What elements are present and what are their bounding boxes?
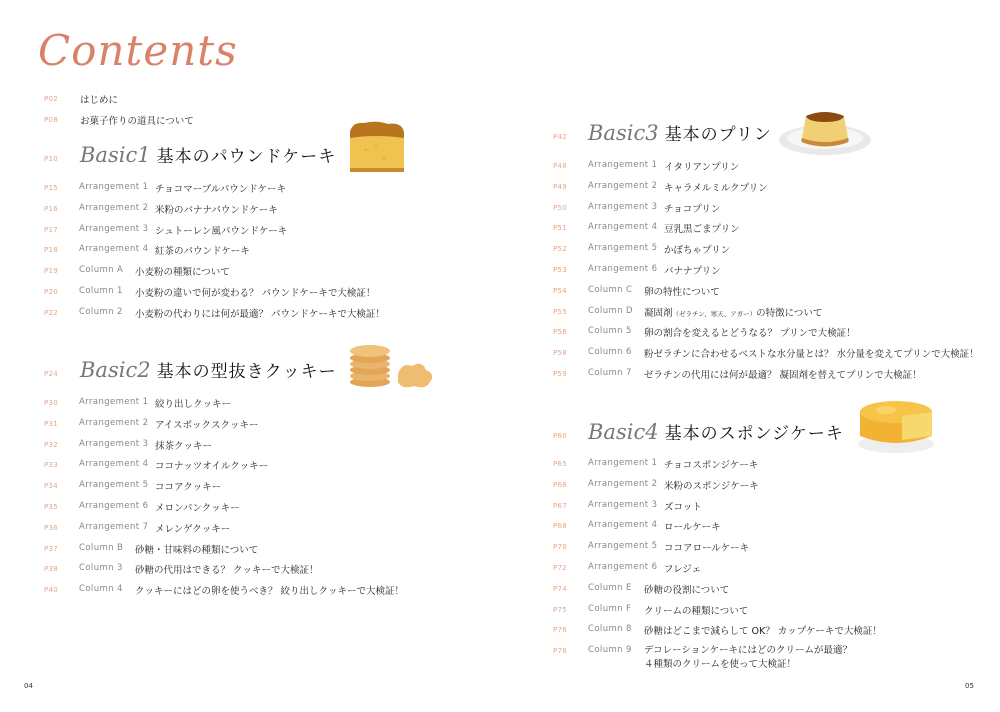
entry-text (664, 499, 702, 513)
entry-text-main: メロンパンクッキー (155, 503, 240, 514)
section-page-number: P24 (44, 370, 59, 378)
entry-text (135, 306, 385, 320)
entry-text-main: 砂糖・甘味料の種類について (135, 544, 259, 556)
entry-label: Arrangement 2 (79, 417, 149, 428)
entry-label: Column 2 (79, 306, 123, 317)
folio-left: 04 (24, 682, 33, 690)
entry-label: Column F (588, 603, 632, 614)
entry-text (664, 478, 759, 492)
entry-text-main: ゼラチンの代用には何が最適？ 凝固剤を替えてプリンで大検証！ (644, 370, 922, 381)
basic-label: Basic1 (80, 143, 151, 167)
section-header-basic1[interactable] (80, 142, 336, 167)
entry-text-main: かぼちゃプリン (664, 245, 731, 257)
entry-text-main: 小麦粉の代わりには何が最適？ パウンドケーキで大検証！ (135, 308, 385, 320)
entry-text (135, 542, 258, 556)
entry-label: Arrangement 3 (79, 223, 149, 234)
page-number: P33 (44, 461, 59, 470)
entry-label: Column 7 (588, 368, 632, 378)
basic-label: Basic2 (80, 358, 151, 382)
page-number: P76 (553, 626, 568, 635)
entry-text-main: クリームの種類について (644, 605, 749, 617)
section-title: 基本のパウンドケーキ (156, 147, 337, 167)
entry-text-main: 紅茶のパウンドケーキ (155, 246, 250, 258)
entry-label: Arrangement 3 (588, 201, 658, 212)
entry-text-main: キャラメルミルクプリン (664, 182, 768, 194)
entry-text-main: 砂糖の代用はできる？ クッキーで大検証！ (135, 565, 319, 577)
entry-text (155, 438, 212, 452)
entry-text-main: 小麦粉の種類について (135, 267, 230, 279)
entry-label: Arrangement 1 (79, 397, 149, 407)
entry-text (644, 623, 882, 637)
entry-text-main: ロールケーキ (664, 522, 721, 534)
entry-text-line2: ４種類のクリームを使って大検証！ (644, 659, 797, 671)
entry-text-main: シュトーレン風パウンドケーキ (155, 225, 288, 237)
contents-title: Contents (38, 26, 238, 75)
entry-label: Column 4 (79, 584, 123, 595)
page-number: P53 (553, 266, 568, 274)
entry-text-main: チョコスポンジケーキ (664, 460, 759, 471)
sponge-cake-illustration (854, 394, 938, 454)
entry-text (664, 263, 721, 277)
pound-cake-illustration (346, 118, 408, 176)
entry-text-main: チョコプリン (664, 203, 721, 215)
page-number: P48 (553, 162, 568, 170)
page-number: P16 (44, 204, 59, 213)
entry-label: Column 6 (588, 347, 632, 358)
entry-text (664, 201, 720, 215)
entry-text (664, 221, 740, 235)
entry-label: Column C (588, 284, 633, 295)
entry-text (664, 242, 730, 256)
page-number: P32 (44, 440, 59, 449)
page-number: P59 (553, 370, 568, 378)
entry-label: Column 5 (588, 326, 632, 337)
entry-text-main: フレジェ (664, 564, 702, 575)
entry-label: Arrangement 1 (79, 182, 149, 192)
entry-label: Arrangement 6 (588, 264, 658, 274)
page-number: P55 (553, 307, 568, 316)
page-number: P67 (553, 501, 568, 510)
entry-text (664, 519, 721, 533)
entry-label: Arrangement 2 (588, 478, 658, 489)
entry-text-main: デコレーションケーキにはどのクリームが最適？ (644, 645, 853, 657)
page-number: P35 (44, 503, 59, 511)
entry-label: Column E (588, 582, 632, 593)
page-number: P31 (44, 419, 59, 428)
entry-label: Column A (79, 265, 124, 276)
page-number: P50 (553, 203, 568, 212)
section-header-basic4[interactable] (588, 419, 844, 444)
page-number: P49 (553, 182, 568, 191)
entry-text-main: アイスボックスクッキー (155, 419, 259, 431)
entry-label: Column 8 (588, 624, 632, 635)
page-number: P08 (44, 116, 59, 124)
entry-label: Arrangement 5 (588, 541, 658, 552)
entry-label: Arrangement 7 (79, 521, 149, 532)
entry-text-main: 米粉のスポンジケーキ (664, 480, 759, 492)
folio-right: 05 (965, 682, 974, 690)
entry-text (644, 367, 922, 381)
entry-label: Arrangement 6 (79, 501, 149, 511)
entry-label: Arrangement 3 (79, 438, 149, 449)
entry-label: Arrangement 1 (588, 458, 658, 468)
page-number: P36 (44, 523, 59, 532)
entry-text (644, 644, 852, 672)
entry-text (644, 305, 822, 319)
entry-text-main: ココナッツオイルクッキー (155, 461, 269, 473)
entry-label: Arrangement 5 (588, 243, 658, 254)
page-number: P70 (553, 543, 568, 552)
page-number: P56 (553, 328, 568, 337)
entry-text-main: ズコット (664, 501, 702, 513)
page-number: P72 (553, 564, 568, 572)
entry-text (644, 603, 748, 617)
entry-label: Column 1 (79, 286, 123, 296)
entry-text-main: 砂糖の役割について (644, 584, 730, 596)
page-number: P38 (44, 565, 59, 574)
entry-text (644, 582, 729, 596)
section-page-number: P10 (44, 155, 59, 163)
entry-text (155, 243, 250, 257)
entry-text (155, 417, 258, 431)
page-number: P02 (44, 95, 59, 103)
entry-text-main: 小麦粉の違いで何が変わる？ パウンドケーキで大検証！ (135, 288, 376, 299)
entry-text (664, 457, 758, 471)
section-header-basic3[interactable] (588, 120, 772, 145)
entry-text-main: クッキーにはどの卵を使うべき？ 絞り出しクッキーで大検証！ (135, 586, 405, 598)
section-header-basic2[interactable] (80, 357, 337, 382)
page-number: P65 (553, 460, 568, 468)
entry-text-main: 米粉のバナナパウンドケーキ (155, 204, 278, 216)
entry-label: Arrangement 4 (79, 459, 149, 470)
entry-text (135, 264, 230, 278)
page-number: P51 (553, 224, 568, 233)
entry-text-main: ココアクッキー (155, 482, 222, 494)
entry-text (664, 540, 749, 554)
page-number: P37 (44, 544, 59, 553)
entry-label: Arrangement 1 (588, 160, 658, 170)
entry-text-main: 絞り出しクッキー (155, 399, 232, 410)
entry-text-main: チョコマーブルパウンドケーキ (155, 184, 287, 195)
entry-text (135, 285, 375, 299)
section-page-number: P42 (553, 133, 568, 141)
entry-label: Column 9 (588, 645, 632, 656)
section-title: 基本の型抜きクッキー (156, 362, 337, 382)
entry-label: Arrangement 6 (588, 562, 658, 572)
entry-text (135, 583, 404, 597)
entry-text: お菓子作りの道具について (80, 116, 194, 127)
entry-text-main: バナナプリン (664, 266, 721, 277)
page-number: P19 (44, 267, 59, 276)
section-title: 基本のスポンジケーキ (664, 424, 844, 444)
entry-text (664, 159, 739, 173)
entry-label: Column B (79, 542, 124, 553)
page-number: P15 (44, 184, 59, 192)
entry-text (644, 346, 979, 360)
entry-text-main: 卵の割合を変えるとどうなる？ プリンで大検証！ (644, 328, 856, 340)
entry-text-main: 卵の特性について (644, 286, 720, 298)
entry-text (644, 325, 856, 339)
entry-text-main: メレンゲクッキー (155, 523, 231, 535)
entry-text-main: イタリアンプリン (664, 162, 740, 173)
page-number: P22 (44, 308, 59, 317)
page-number: P20 (44, 288, 59, 296)
entry-text-main: 凝固剤 (644, 307, 673, 319)
entry-label: Arrangement 4 (588, 520, 658, 531)
entry-text (155, 458, 268, 472)
entry-label: Arrangement 3 (588, 499, 658, 510)
page-number: P58 (553, 349, 568, 358)
entry-text (664, 561, 701, 575)
entry-text (155, 396, 231, 410)
entry-text-main: 抹茶クッキー (155, 440, 213, 452)
basic-label: Basic4 (588, 420, 659, 444)
entry-text (664, 180, 768, 194)
page-number: P66 (553, 480, 568, 489)
pudding-illustration (776, 102, 874, 158)
entry-label: Arrangement 4 (588, 222, 658, 233)
page-number: P34 (44, 482, 59, 491)
entry-text (155, 202, 278, 216)
entry-label: Column D (588, 305, 633, 316)
entry-text: はじめに (80, 95, 119, 106)
entry-label: Arrangement 2 (588, 180, 658, 191)
page-number: P75 (553, 605, 568, 614)
section-title: 基本のプリン (664, 125, 772, 145)
entry-label: Arrangement 2 (79, 202, 149, 213)
page-number: P30 (44, 399, 59, 407)
page-number: P68 (553, 522, 568, 531)
entry-label: Arrangement 4 (79, 244, 149, 255)
section-page-number: P60 (553, 432, 568, 440)
entry-text (135, 562, 319, 576)
page-number: P40 (44, 586, 59, 595)
entry-text-main: 砂糖はどこまで減らして OK？ カップケーキで大検証！ (644, 626, 882, 638)
basic-label: Basic3 (588, 121, 659, 145)
entry-label: Arrangement 5 (79, 480, 149, 491)
entry-text (155, 500, 240, 514)
entry-text (155, 521, 230, 535)
entry-text (155, 479, 221, 493)
entry-text-after: の特徴について (756, 307, 823, 319)
page-number: P52 (553, 245, 568, 254)
page-number: P74 (553, 584, 568, 593)
cookies-illustration (346, 338, 436, 390)
entry-text-main: 粉ゼラチンに合わせるベストな水分量とは？ 水分量を変えてプリンで大検証！ (644, 349, 979, 361)
entry-text-main: ココアロールケーキ (664, 543, 750, 555)
page-number: P54 (553, 286, 568, 295)
entry-text (155, 223, 287, 237)
page-number: P78 (553, 647, 568, 656)
entry-text-small: （ゼラチン、寒天、アガー） (672, 309, 757, 318)
entry-text (155, 181, 286, 195)
entry-text (644, 284, 720, 298)
entry-label: Column 3 (79, 563, 123, 574)
page-number: P17 (44, 225, 59, 234)
page-number: P18 (44, 246, 59, 255)
entry-text-main: 豆乳黒ごまプリン (664, 224, 740, 236)
